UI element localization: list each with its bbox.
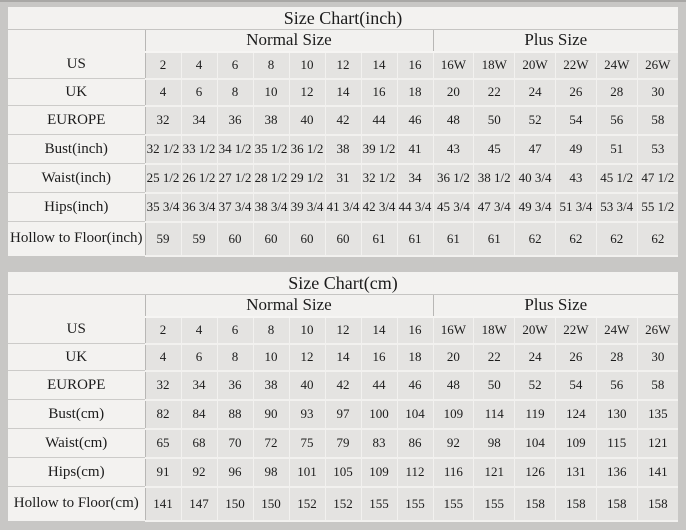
size-cell: 52 <box>515 106 556 135</box>
size-cell: 38 <box>253 106 289 135</box>
size-cell: 24 <box>515 344 556 371</box>
size-cell: 6 <box>181 344 217 371</box>
size-cell: 91 <box>145 458 181 487</box>
row-label: Hips(cm) <box>8 458 145 487</box>
size-cell: 48 <box>433 371 474 400</box>
size-chart-inch-panel <box>8 7 678 257</box>
table-row <box>8 487 678 521</box>
size-cell: 26 1/2 <box>181 164 217 193</box>
size-cell: 114 <box>474 400 515 429</box>
size-cell: 141 <box>637 458 678 487</box>
size-cell: 126 <box>515 458 556 487</box>
size-cell: 109 <box>433 400 474 429</box>
size-cell: 130 <box>596 400 637 429</box>
size-cell: 30 <box>637 344 678 371</box>
size-cell: 53 3/4 <box>596 193 637 222</box>
size-cell: 22 <box>474 344 515 371</box>
size-cell: 61 <box>361 222 397 256</box>
size-cell: 6 <box>181 79 217 106</box>
size-cell: 10 <box>253 344 289 371</box>
plus-size-header: Plus Size <box>433 295 678 317</box>
size-cell: 58 <box>637 106 678 135</box>
size-cell: 62 <box>515 222 556 256</box>
row-label: EUROPE <box>8 106 145 135</box>
size-cell: 38 1/2 <box>474 164 515 193</box>
size-cell: 51 <box>596 135 637 164</box>
size-cell: 18 <box>397 79 433 106</box>
row-label: Bust(inch) <box>8 135 145 164</box>
size-cell: 50 <box>474 106 515 135</box>
row-label: EUROPE <box>8 371 145 400</box>
size-cell: 22W <box>555 317 596 344</box>
size-cell: 26 <box>555 79 596 106</box>
size-cell: 12 <box>325 52 361 79</box>
size-cell: 8 <box>253 317 289 344</box>
normal-size-header: Normal Size <box>145 295 433 317</box>
size-cell: 53 <box>637 135 678 164</box>
size-cell: 55 1/2 <box>637 193 678 222</box>
size-cell: 24 <box>515 79 556 106</box>
size-cell: 62 <box>555 222 596 256</box>
size-cell: 36 <box>217 371 253 400</box>
size-cell: 46 <box>397 106 433 135</box>
table-row <box>8 222 678 256</box>
size-cell: 32 1/2 <box>361 164 397 193</box>
size-cell: 124 <box>555 400 596 429</box>
size-cell: 28 <box>596 344 637 371</box>
size-cell: 70 <box>217 429 253 458</box>
size-cell: 152 <box>325 487 361 521</box>
size-cell: 93 <box>289 400 325 429</box>
size-cell: 54 <box>555 371 596 400</box>
size-cell: 2 <box>145 52 181 79</box>
size-cell: 147 <box>181 487 217 521</box>
size-cell: 14 <box>361 317 397 344</box>
size-cell: 62 <box>596 222 637 256</box>
size-cell: 36 1/2 <box>433 164 474 193</box>
size-cell: 20 <box>433 79 474 106</box>
size-cell: 54 <box>555 106 596 135</box>
size-cell: 72 <box>253 429 289 458</box>
size-chart-inch-table <box>8 7 678 257</box>
size-cell: 29 1/2 <box>289 164 325 193</box>
size-cell: 42 3/4 <box>361 193 397 222</box>
size-cell: 98 <box>474 429 515 458</box>
row-label: Hollow to Floor(inch) <box>8 222 145 256</box>
size-cell: 12 <box>289 79 325 106</box>
size-cell: 45 <box>474 135 515 164</box>
size-cell: 34 <box>397 164 433 193</box>
size-cell: 4 <box>181 317 217 344</box>
size-cell: 84 <box>181 400 217 429</box>
size-cell: 65 <box>145 429 181 458</box>
size-cell: 39 1/2 <box>361 135 397 164</box>
size-cell: 28 1/2 <box>253 164 289 193</box>
size-cell: 43 <box>433 135 474 164</box>
chart-title-row <box>8 272 678 295</box>
row-label: Hollow to Floor(cm) <box>8 487 145 521</box>
size-cell: 36 <box>217 106 253 135</box>
size-cell: 158 <box>515 487 556 521</box>
size-cell: 44 <box>361 371 397 400</box>
size-cell: 52 <box>515 371 556 400</box>
size-cell: 150 <box>217 487 253 521</box>
size-cell: 61 <box>433 222 474 256</box>
size-cell: 43 <box>555 164 596 193</box>
table-row <box>8 458 678 487</box>
size-cell: 4 <box>145 79 181 106</box>
size-cell: 4 <box>145 344 181 371</box>
table-row <box>8 52 678 79</box>
size-cell: 155 <box>361 487 397 521</box>
size-cell: 97 <box>325 400 361 429</box>
size-cell: 46 <box>397 371 433 400</box>
size-cell: 20W <box>515 52 556 79</box>
size-chart-cm-table <box>8 272 678 522</box>
size-cell: 60 <box>253 222 289 256</box>
size-cell: 37 3/4 <box>217 193 253 222</box>
size-cell: 155 <box>474 487 515 521</box>
size-cell: 8 <box>253 52 289 79</box>
size-cell: 42 <box>325 371 361 400</box>
size-cell: 18W <box>474 317 515 344</box>
size-cell: 44 3/4 <box>397 193 433 222</box>
size-cell: 51 3/4 <box>555 193 596 222</box>
size-cell: 34 1/2 <box>217 135 253 164</box>
size-cell: 6 <box>217 317 253 344</box>
table-row <box>8 344 678 371</box>
row-label: Waist(inch) <box>8 164 145 193</box>
size-cell: 8 <box>217 344 253 371</box>
corner-cell <box>8 295 145 317</box>
size-cell: 141 <box>145 487 181 521</box>
table-row <box>8 135 678 164</box>
row-label: Bust(cm) <box>8 400 145 429</box>
row-label: US <box>8 317 145 344</box>
size-cell: 79 <box>325 429 361 458</box>
row-label: US <box>8 52 145 79</box>
size-cell: 34 <box>181 106 217 135</box>
size-cell: 112 <box>397 458 433 487</box>
size-cell: 16W <box>433 52 474 79</box>
size-cell: 47 3/4 <box>474 193 515 222</box>
size-cell: 30 <box>637 79 678 106</box>
size-cell: 27 1/2 <box>217 164 253 193</box>
size-cell: 109 <box>555 429 596 458</box>
size-cell: 32 <box>145 371 181 400</box>
size-cell: 83 <box>361 429 397 458</box>
size-cell: 26 <box>555 344 596 371</box>
size-cell: 6 <box>217 52 253 79</box>
size-cell: 40 <box>289 371 325 400</box>
chart-title: Size Chart(cm) <box>8 272 678 295</box>
size-cell: 59 <box>145 222 181 256</box>
size-cell: 16W <box>433 317 474 344</box>
size-cell: 121 <box>637 429 678 458</box>
size-cell: 60 <box>217 222 253 256</box>
size-cell: 86 <box>397 429 433 458</box>
size-cell: 45 3/4 <box>433 193 474 222</box>
size-cell: 100 <box>361 400 397 429</box>
size-cell: 38 <box>325 135 361 164</box>
size-cell: 136 <box>596 458 637 487</box>
size-cell: 116 <box>433 458 474 487</box>
size-cell: 35 1/2 <box>253 135 289 164</box>
size-cell: 59 <box>181 222 217 256</box>
size-cell: 16 <box>361 344 397 371</box>
size-cell: 20 <box>433 344 474 371</box>
size-cell: 12 <box>325 317 361 344</box>
size-cell: 45 1/2 <box>596 164 637 193</box>
size-cell: 42 <box>325 106 361 135</box>
size-cell: 109 <box>361 458 397 487</box>
size-cell: 115 <box>596 429 637 458</box>
size-cell: 56 <box>596 371 637 400</box>
size-cell: 44 <box>361 106 397 135</box>
size-cell: 135 <box>637 400 678 429</box>
chart-title: Size Chart(inch) <box>8 7 678 30</box>
size-cell: 28 <box>596 79 637 106</box>
table-row <box>8 164 678 193</box>
size-cell: 61 <box>474 222 515 256</box>
size-cell: 155 <box>397 487 433 521</box>
table-row <box>8 317 678 344</box>
size-cell: 10 <box>253 79 289 106</box>
size-cell: 8 <box>217 79 253 106</box>
size-cell: 24W <box>596 52 637 79</box>
row-label: UK <box>8 79 145 106</box>
group-header-row <box>8 30 678 52</box>
size-cell: 38 3/4 <box>253 193 289 222</box>
size-cell: 158 <box>596 487 637 521</box>
size-cell: 22 <box>474 79 515 106</box>
size-cell: 88 <box>217 400 253 429</box>
size-cell: 2 <box>145 317 181 344</box>
size-cell: 61 <box>397 222 433 256</box>
size-cell: 49 <box>555 135 596 164</box>
size-chart-cm-panel <box>8 272 678 522</box>
size-cell: 104 <box>397 400 433 429</box>
size-table-body <box>8 52 678 256</box>
size-cell: 47 <box>515 135 556 164</box>
size-cell: 18 <box>397 344 433 371</box>
size-cell: 16 <box>361 79 397 106</box>
size-cell: 38 <box>253 371 289 400</box>
plus-size-header: Plus Size <box>433 30 678 52</box>
size-cell: 48 <box>433 106 474 135</box>
size-table-body <box>8 317 678 521</box>
size-cell: 60 <box>289 222 325 256</box>
chart-title-row <box>8 7 678 30</box>
size-cell: 75 <box>289 429 325 458</box>
size-cell: 158 <box>555 487 596 521</box>
table-row <box>8 106 678 135</box>
size-cell: 96 <box>217 458 253 487</box>
size-cell: 49 3/4 <box>515 193 556 222</box>
size-cell: 60 <box>325 222 361 256</box>
size-cell: 90 <box>253 400 289 429</box>
size-cell: 4 <box>181 52 217 79</box>
size-cell: 92 <box>433 429 474 458</box>
size-cell: 16 <box>397 317 433 344</box>
size-cell: 36 1/2 <box>289 135 325 164</box>
size-cell: 32 1/2 <box>145 135 181 164</box>
table-row <box>8 429 678 458</box>
size-cell: 158 <box>637 487 678 521</box>
size-cell: 24W <box>596 317 637 344</box>
size-cell: 33 1/2 <box>181 135 217 164</box>
size-cell: 32 <box>145 106 181 135</box>
size-cell: 105 <box>325 458 361 487</box>
size-cell: 12 <box>289 344 325 371</box>
size-cell: 40 3/4 <box>515 164 556 193</box>
size-cell: 20W <box>515 317 556 344</box>
size-cell: 36 3/4 <box>181 193 217 222</box>
size-cell: 121 <box>474 458 515 487</box>
size-cell: 31 <box>325 164 361 193</box>
size-cell: 40 <box>289 106 325 135</box>
size-cell: 26W <box>637 52 678 79</box>
size-cell: 58 <box>637 371 678 400</box>
size-cell: 131 <box>555 458 596 487</box>
size-cell: 150 <box>253 487 289 521</box>
size-cell: 22W <box>555 52 596 79</box>
table-row <box>8 400 678 429</box>
size-cell: 16 <box>397 52 433 79</box>
size-cell: 50 <box>474 371 515 400</box>
size-cell: 26W <box>637 317 678 344</box>
size-cell: 10 <box>289 317 325 344</box>
group-header-row <box>8 295 678 317</box>
corner-cell <box>8 30 145 52</box>
table-row <box>8 371 678 400</box>
size-cell: 155 <box>433 487 474 521</box>
size-cell: 25 1/2 <box>145 164 181 193</box>
size-cell: 14 <box>325 79 361 106</box>
size-cell: 41 3/4 <box>325 193 361 222</box>
row-label: Waist(cm) <box>8 429 145 458</box>
size-cell: 82 <box>145 400 181 429</box>
size-cell: 34 <box>181 371 217 400</box>
row-label: UK <box>8 344 145 371</box>
size-cell: 10 <box>289 52 325 79</box>
table-row <box>8 79 678 106</box>
normal-size-header: Normal Size <box>145 30 433 52</box>
size-cell: 56 <box>596 106 637 135</box>
size-cell: 98 <box>253 458 289 487</box>
size-cell: 92 <box>181 458 217 487</box>
size-cell: 39 3/4 <box>289 193 325 222</box>
size-cell: 62 <box>637 222 678 256</box>
size-cell: 41 <box>397 135 433 164</box>
row-label: Hips(inch) <box>8 193 145 222</box>
size-cell: 35 3/4 <box>145 193 181 222</box>
size-cell: 14 <box>325 344 361 371</box>
size-cell: 119 <box>515 400 556 429</box>
size-cell: 152 <box>289 487 325 521</box>
size-cell: 68 <box>181 429 217 458</box>
size-cell: 18W <box>474 52 515 79</box>
size-cell: 47 1/2 <box>637 164 678 193</box>
size-cell: 104 <box>515 429 556 458</box>
size-cell: 14 <box>361 52 397 79</box>
table-row <box>8 193 678 222</box>
size-cell: 101 <box>289 458 325 487</box>
